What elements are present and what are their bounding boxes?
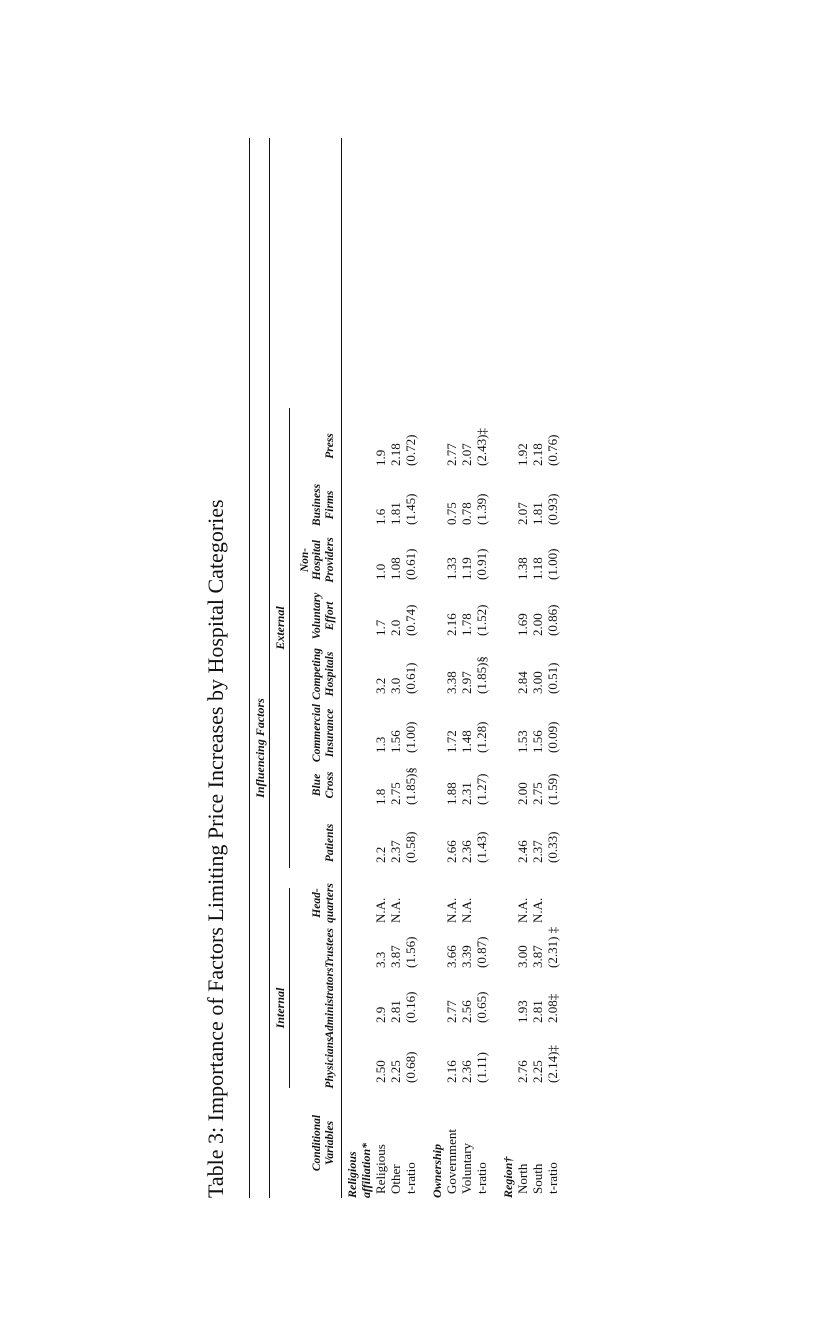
- table-cell: 2.18: [530, 443, 545, 466]
- table-cell: (1.00): [403, 721, 418, 753]
- column-header-11-line3: Firms: [324, 490, 336, 520]
- table-cell: 3.0: [388, 677, 403, 694]
- external-heading: External: [273, 606, 287, 650]
- table-cell: 3.87: [530, 945, 545, 968]
- table-cell: 2.50: [373, 1060, 388, 1083]
- rotated-table: [203, 138, 613, 1198]
- table-cell: (0.61): [403, 548, 418, 580]
- table-cell: 1.78: [459, 613, 474, 636]
- table-cell: (1.85)§: [403, 767, 418, 805]
- section-2-category: Region†: [501, 1156, 515, 1198]
- table-cell: 2.07: [515, 502, 530, 525]
- table-cell: 1.56: [388, 730, 403, 753]
- table-cell: 2.66: [444, 840, 459, 863]
- table-cell: 2.76: [515, 1060, 530, 1083]
- table-row-label: t-ratio: [545, 1162, 560, 1194]
- column-header-9-line3: Effort: [324, 601, 336, 631]
- table-cell: 2.2: [373, 846, 388, 863]
- table-cell: (0.65): [474, 991, 489, 1023]
- column-header-12-line3: Press: [324, 433, 336, 459]
- table-cell: 2.9: [373, 1006, 388, 1023]
- conditional-variables-header-2: Variables: [324, 1120, 336, 1166]
- column-header-11-line2: Business: [311, 483, 323, 527]
- influencing-rule: [269, 138, 270, 1198]
- table-cell: (1.27): [474, 773, 489, 805]
- table-cell: (0.93): [545, 493, 560, 525]
- table-cell: 3.00: [530, 671, 545, 694]
- column-header-8-line2: Competing: [311, 648, 323, 700]
- table-cell: 1.81: [388, 502, 403, 525]
- table-cell: 2.31: [459, 782, 474, 805]
- table-row-label: North: [515, 1163, 530, 1194]
- table-cell: (0.09): [545, 721, 560, 753]
- table-row-label: t-ratio: [403, 1162, 418, 1194]
- table-cell: 2.81: [388, 1000, 403, 1023]
- table-cell: (0.51): [545, 662, 560, 694]
- table-cell: 1.6: [373, 508, 388, 525]
- column-header-1-line3: Physicians: [324, 1037, 336, 1089]
- column-header-7-line2: Commercial: [311, 703, 323, 763]
- table-cell: (0.86): [545, 604, 560, 636]
- internal-heading: Internal: [273, 987, 287, 1029]
- table-cell: (2.31) ‡: [545, 926, 560, 968]
- table-cell: 2.07: [459, 443, 474, 466]
- table-cell: 2.25: [530, 1060, 545, 1083]
- table-cell: 1.92: [515, 443, 530, 466]
- table-cell: 2.77: [444, 1000, 459, 1023]
- table-cell: 2.75: [388, 782, 403, 805]
- table-cell: 1.18: [530, 557, 545, 580]
- column-header-10-line3: Providers: [324, 537, 336, 583]
- table-cell: (1.59): [545, 773, 560, 805]
- table-cell: (0.76): [545, 434, 560, 466]
- table-cell: (1.39): [474, 493, 489, 525]
- table-cell: 2.16: [444, 613, 459, 636]
- top-rule: [249, 138, 250, 1198]
- table-cell: (0.68): [403, 1051, 418, 1083]
- table-row-label: t-ratio: [474, 1162, 489, 1194]
- table-cell: 1.53: [515, 730, 530, 753]
- table-cell: 2.36: [459, 1060, 474, 1083]
- column-header-4-line2: Head-: [311, 888, 323, 918]
- table-cell: (1.28): [474, 721, 489, 753]
- table-cell: 0.78: [459, 502, 474, 525]
- table-cell: 2.36: [459, 840, 474, 863]
- table-cell: 2.75: [530, 782, 545, 805]
- table-cell: 1.33: [444, 557, 459, 580]
- table-cell: (1.85)§: [474, 656, 489, 694]
- table-cell: 2.18: [388, 443, 403, 466]
- table-cell: 1.19: [459, 557, 474, 580]
- table-cell: 1.3: [373, 736, 388, 753]
- section-0-category: Religious: [345, 1151, 359, 1198]
- external-rule: [289, 408, 290, 868]
- table-cell: 2.00: [530, 613, 545, 636]
- table-cell: N.A.: [388, 897, 403, 923]
- table-cell: (2.14)‡: [545, 1045, 560, 1083]
- conditional-variables-header-1: Conditional: [311, 1114, 323, 1172]
- section-0-category-line2: affiliation*: [359, 1142, 373, 1198]
- table-cell: 1.56: [530, 730, 545, 753]
- table-cell: (0.61): [403, 662, 418, 694]
- table-cell: (0.16): [403, 991, 418, 1023]
- table-cell: (0.87): [474, 936, 489, 968]
- table-cell: 3.66: [444, 945, 459, 968]
- table-cell: 1.81: [530, 502, 545, 525]
- table-cell: (1.56): [403, 936, 418, 968]
- table-cell: (1.00): [545, 548, 560, 580]
- table-cell: (0.58): [403, 831, 418, 863]
- table-cell: 2.81: [530, 1000, 545, 1023]
- table-cell: 2.08‡: [545, 993, 560, 1023]
- table-cell: 1.8: [373, 788, 388, 805]
- table-cell: (1.52): [474, 604, 489, 636]
- table-cell: 0.75: [444, 502, 459, 525]
- table-cell: 2.00: [515, 782, 530, 805]
- table-cell: 1.9: [373, 449, 388, 466]
- table-cell: 2.84: [515, 671, 530, 694]
- column-header-6-line2: Blue: [311, 773, 323, 797]
- table-row-label: South: [530, 1163, 545, 1194]
- table-cell: 3.3: [373, 951, 388, 968]
- table-cell: 1.72: [444, 730, 459, 753]
- table-cell: 1.69: [515, 613, 530, 636]
- table-cell: 2.16: [444, 1060, 459, 1083]
- column-header-2-line3: Administrators: [324, 967, 336, 1039]
- table-cell: 1.38: [515, 557, 530, 580]
- table-cell: 2.25: [388, 1060, 403, 1083]
- table-cell: 2.37: [530, 840, 545, 863]
- table-cell: (1.45): [403, 493, 418, 525]
- table-row-label: Religious: [373, 1144, 388, 1194]
- table-cell: (0.72): [403, 434, 418, 466]
- table-cell: 3.38: [444, 671, 459, 694]
- column-header-10-line1: Non-: [299, 547, 311, 573]
- table-cell: 2.37: [388, 840, 403, 863]
- table-cell: (1.43): [474, 831, 489, 863]
- column-header-10-line2: Hospital: [311, 539, 323, 581]
- column-header-4-line3: quarters: [324, 883, 336, 923]
- table-cell: 3.00: [515, 945, 530, 968]
- table-cell: 2.56: [459, 1000, 474, 1023]
- table-row-label: Other: [388, 1164, 403, 1194]
- table-title: Table 3: Importance of Factors Limiting Price Increases by Hospital Categories: [203, 499, 228, 1198]
- column-header-7-line3: Insurance: [324, 708, 336, 758]
- table-cell: 2.97: [459, 671, 474, 694]
- table-cell: (0.74): [403, 604, 418, 636]
- table-cell: N.A.: [530, 897, 545, 923]
- table-cell: 1.08: [388, 557, 403, 580]
- table-cell: 2.77: [444, 443, 459, 466]
- table-cell: (0.91): [474, 548, 489, 580]
- column-header-8-line3: Hospitals: [324, 651, 336, 697]
- table-cell: 1.48: [459, 730, 474, 753]
- table-cell: 3.2: [373, 677, 388, 694]
- section-1-category: Ownership: [430, 1143, 444, 1198]
- table-cell: 1.88: [444, 782, 459, 805]
- table-row-label: Voluntary: [459, 1142, 474, 1194]
- internal-rule: [289, 888, 290, 1088]
- table-cell: 2.46: [515, 840, 530, 863]
- table-cell: N.A.: [515, 897, 530, 923]
- column-header-6-line3: Cross: [324, 771, 336, 799]
- table-cell: (0.33): [545, 831, 560, 863]
- column-header-9-line2: Voluntary: [311, 592, 323, 640]
- header-bottom-rule: [341, 138, 342, 1198]
- table-cell: N.A.: [444, 897, 459, 923]
- table-cell: 2.0: [388, 619, 403, 636]
- table-cell: N.A.: [373, 897, 388, 923]
- table-cell: (2.43)‡: [474, 428, 489, 466]
- table-cell: 1.7: [373, 619, 388, 636]
- table-cell: N.A.: [459, 897, 474, 923]
- table-row-label: Government: [444, 1129, 459, 1194]
- table-cell: (1.11): [474, 1052, 489, 1083]
- table-cell: 3.87: [388, 945, 403, 968]
- table-cell: 3.39: [459, 945, 474, 968]
- table-cell: 1.93: [515, 1000, 530, 1023]
- column-header-3-line3: Trustees: [324, 928, 336, 968]
- column-header-5-line3: Patients: [324, 823, 336, 863]
- table-cell: 1.0: [373, 563, 388, 580]
- influencing-factors-heading: Influencing Factors: [253, 698, 267, 798]
